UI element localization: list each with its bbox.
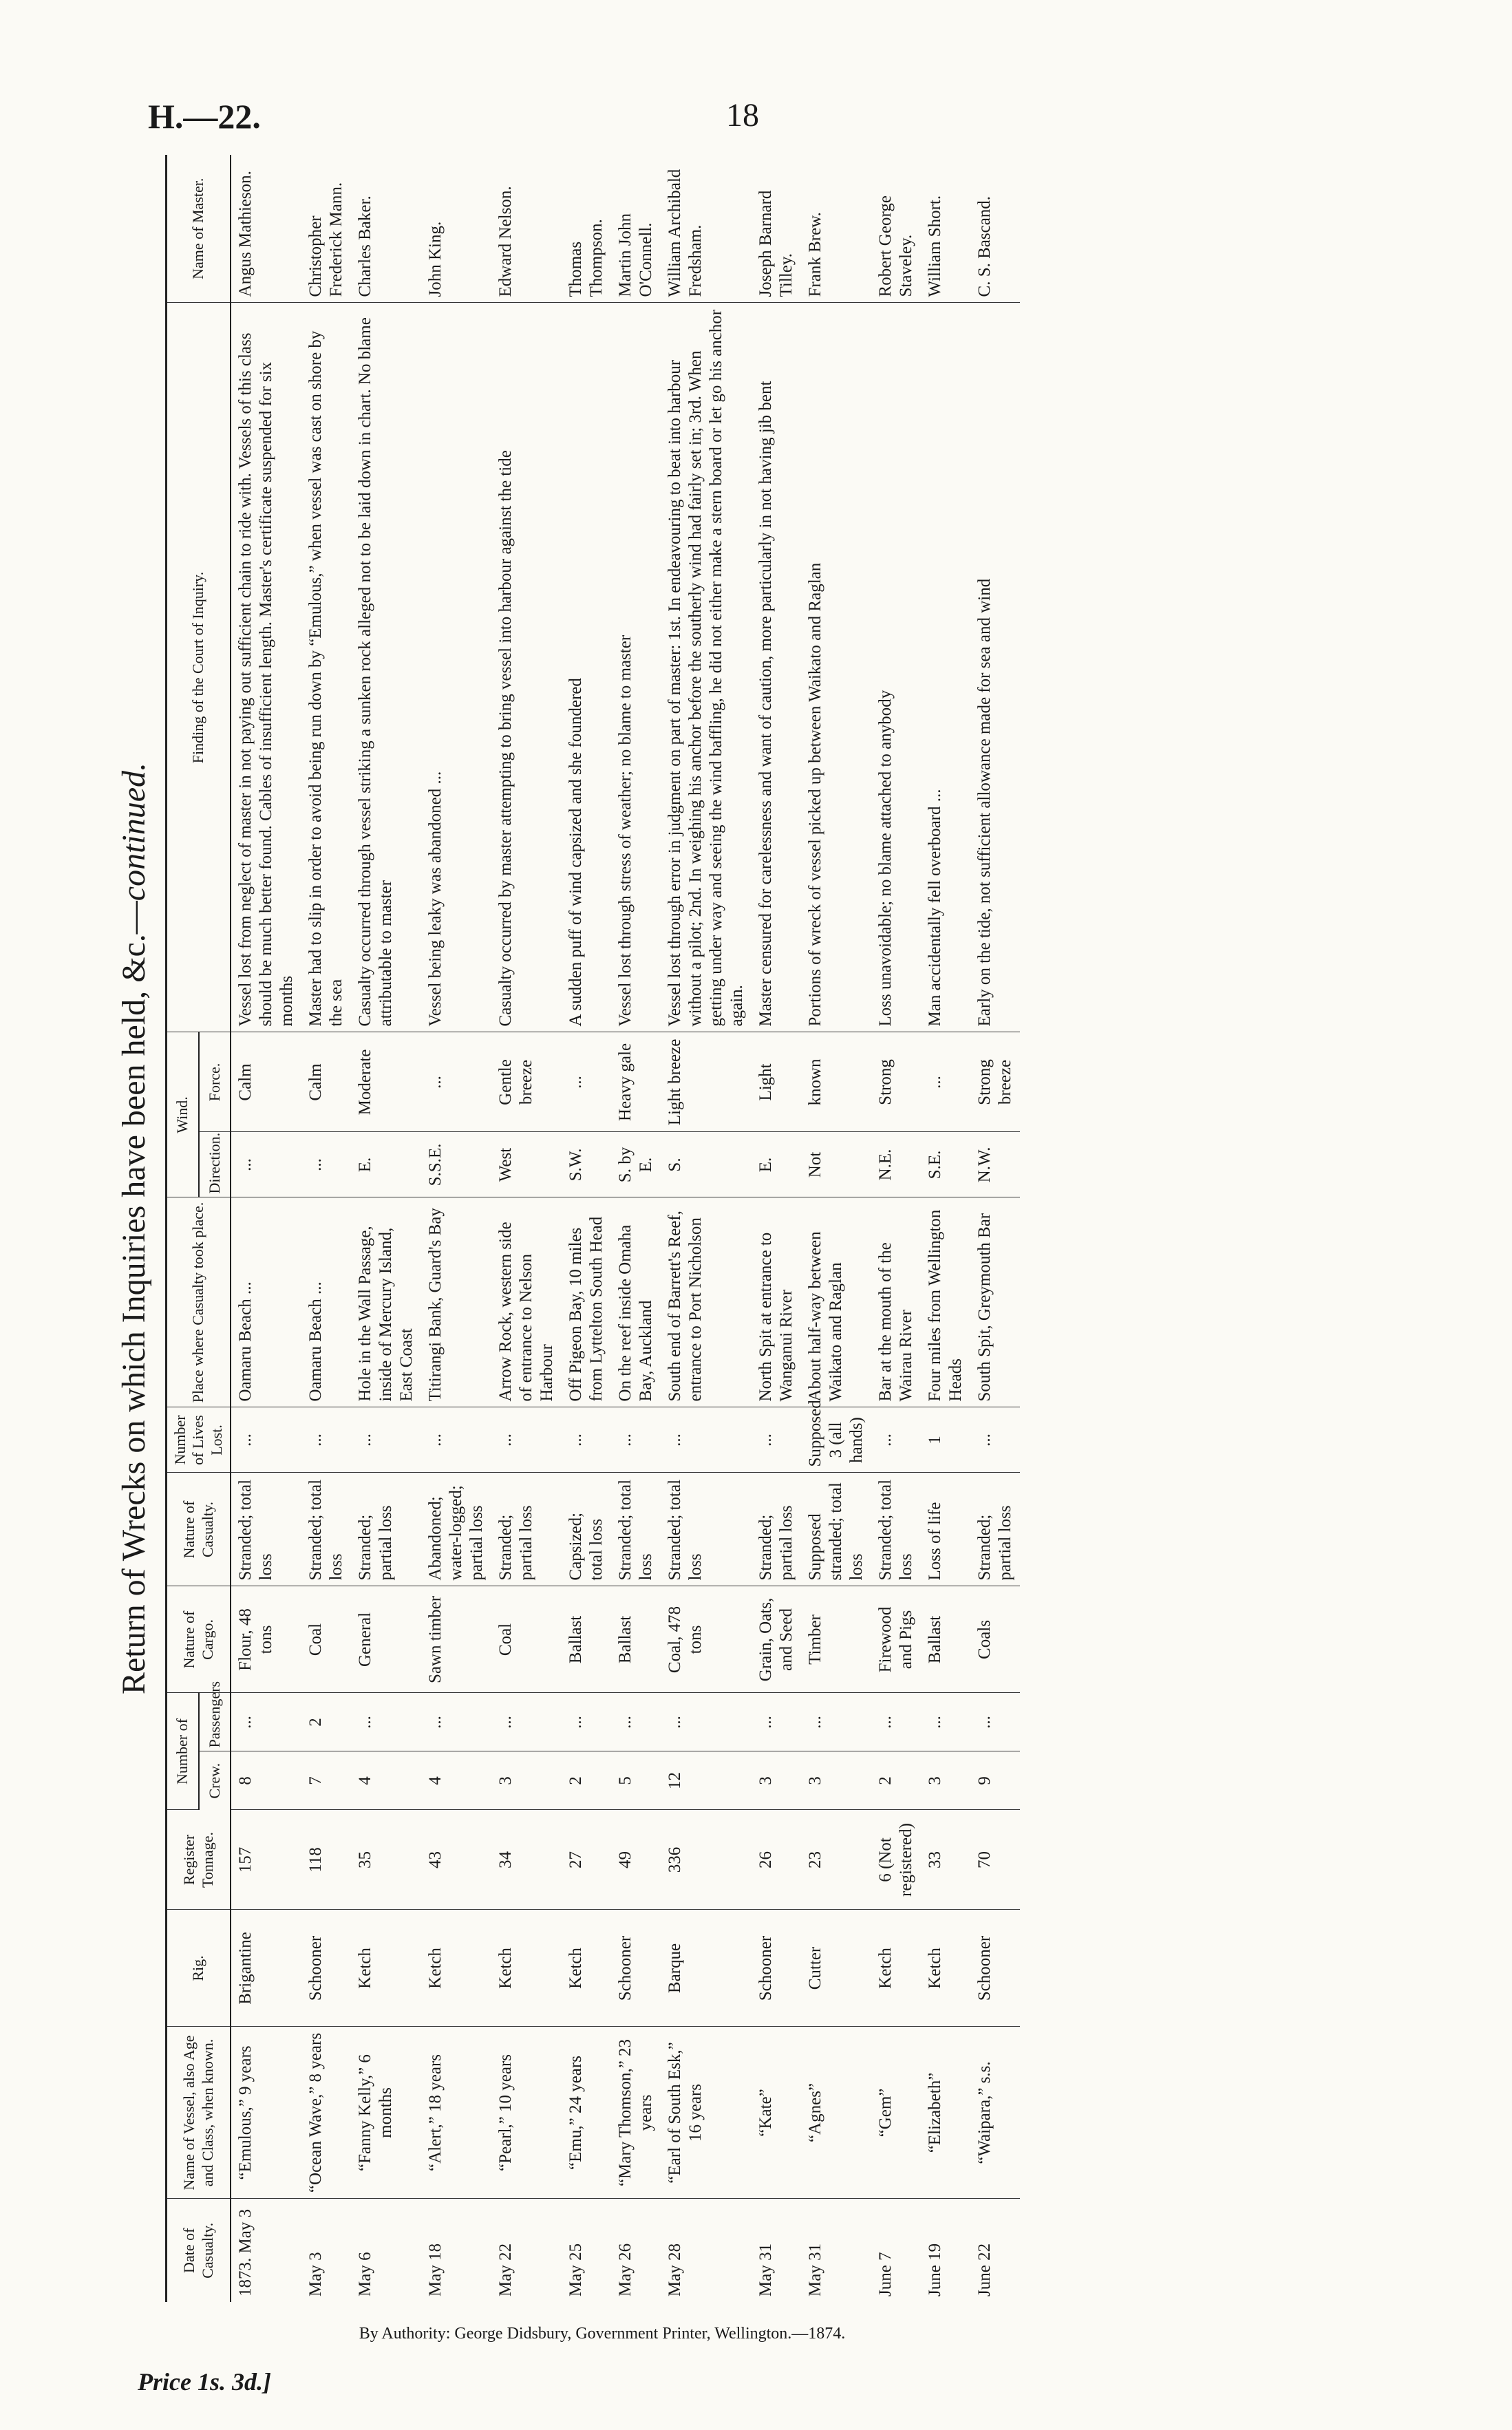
cell-lives: ...: [301, 1407, 351, 1473]
cell-cargo: Sawn timber: [421, 1586, 491, 1693]
cell-crew: 5: [611, 1751, 661, 1810]
cell-tonnage: 35: [351, 1810, 421, 1910]
cell-date: May 18: [426, 2243, 445, 2296]
col-passengers: Passengers: [199, 1693, 231, 1751]
cell-force: Heavy gale: [611, 1032, 661, 1132]
table-row: [871, 155, 921, 2302]
table-row: [970, 155, 1020, 2302]
cell-cargo: Coal: [491, 1586, 562, 1693]
cell-date: May 25: [566, 2243, 586, 2296]
cell-finding: Casualty occurred through vessel striking a sunken rock alleged not to be laid down in chart. No blame attributable to master: [351, 303, 421, 1032]
cell-force: Strong breeze: [970, 1032, 1020, 1132]
cell-date: June 19: [926, 2243, 945, 2296]
cell-cargo: Ballast: [611, 1586, 661, 1693]
cell-place: South Spit, Greymouth Bar: [970, 1197, 1020, 1407]
cell-vessel: “Pearl,” 10 years: [491, 2027, 562, 2199]
col-master: Name of Master.: [167, 155, 231, 303]
cell-lives: ...: [661, 1407, 752, 1473]
col-tonnage: Register Tonnage.: [167, 1810, 231, 1910]
cell-direction: N.E.: [871, 1132, 921, 1197]
cell-finding: Master had to slip in order to avoid being run down by “Emulous,” when vessel was cast on shore by the sea: [301, 303, 351, 1032]
cell-crew: 4: [421, 1751, 491, 1810]
cell-direction: S.S.E.: [421, 1132, 491, 1197]
col-lives: Number of Lives Lost.: [167, 1407, 231, 1473]
col-cargo: Nature of Cargo.: [167, 1586, 231, 1693]
cell-casualty: Stranded; total loss: [301, 1473, 351, 1586]
cell-force: known: [801, 1032, 871, 1132]
cell-place: Oamaru Beach ...: [301, 1197, 351, 1407]
cell-finding: Vessel lost from neglect of master in not paying out sufficient chain to ride with. Vessels of this class should be much better found. Cables of insufficient length. Master's certificate suspended for six months: [231, 303, 301, 1032]
cell-force: Light breeze: [661, 1032, 752, 1132]
cell-direction: West: [491, 1132, 562, 1197]
cell-place: Off Pigeon Bay, 10 miles from Lyttelton South Head: [562, 1197, 611, 1407]
cell-vessel: “Waipara,” s.s.: [970, 2027, 1020, 2199]
cell-passengers: ...: [661, 1693, 752, 1751]
table-row: [301, 155, 351, 2302]
cell-casualty: Stranded; total loss: [871, 1473, 921, 1586]
table-row: [231, 155, 301, 2302]
cell-master: John King.: [421, 155, 491, 303]
cell-date: May 6: [356, 2252, 375, 2296]
cell-passengers: 2: [301, 1693, 351, 1751]
cell-date: May 22: [496, 2243, 515, 2296]
cell-cargo: Coal, 478 tons: [661, 1586, 752, 1693]
cell-finding: Loss unavoidable; no blame attached to anybody: [871, 303, 921, 1032]
cell-tonnage: 6 (Not registered): [871, 1810, 921, 1910]
cell-place: On the reef inside Omaha Bay, Auckland: [611, 1197, 661, 1407]
cell-finding: Man accidentally fell overboard ...: [921, 303, 970, 1032]
cell-date: May 31: [806, 2243, 825, 2296]
cell-rig: Ketch: [351, 1910, 421, 2027]
col-vessel: Name of Vessel, also Age and Class, when known.: [167, 2027, 231, 2199]
cell-place: Titirangi Bank, Guard's Bay: [421, 1197, 491, 1407]
col-crew: Crew.: [199, 1751, 231, 1810]
table-row: [921, 155, 970, 2302]
cell-master: William Short.: [921, 155, 970, 303]
cell-force: Moderate: [351, 1032, 421, 1132]
cell-lives: ...: [491, 1407, 562, 1473]
cell-vessel: “Earl of South Esk,” 16 years: [661, 2027, 752, 2199]
cell-cargo: Coals: [970, 1586, 1020, 1693]
table-title-continued: continued.: [116, 762, 152, 902]
cell-place: South end of Barrett's Reef, entrance to Port Nicholson: [661, 1197, 752, 1407]
cell-lives: 1: [921, 1407, 970, 1473]
table-row: [421, 155, 491, 2302]
cell-cargo: Flour, 48 tons: [231, 1586, 301, 1693]
cell-lives: ...: [351, 1407, 421, 1473]
cell-rig: Cutter: [801, 1910, 871, 2027]
cell-finding: A sudden puff of wind capsized and she foundered: [562, 303, 611, 1032]
cell-master: Christopher Frederick Mann.: [301, 155, 351, 303]
cell-force: ...: [421, 1032, 491, 1132]
table-row: [351, 155, 421, 2302]
cell-vessel: “Alert,” 18 years: [421, 2027, 491, 2199]
cell-force: Gentle breeze: [491, 1032, 562, 1132]
cell-passengers: ...: [921, 1693, 970, 1751]
cell-lives: ...: [231, 1407, 301, 1473]
cell-vessel: “Emulous,” 9 years: [231, 2027, 301, 2199]
page-number: 18: [726, 97, 759, 134]
wreck-returns-table: [165, 155, 1020, 2302]
cell-rig: Schooner: [752, 1910, 801, 2027]
col-date: Date of Casualty.: [167, 2199, 231, 2302]
col-place: Place where Casualty took place.: [167, 1197, 231, 1407]
cell-passengers: ...: [611, 1693, 661, 1751]
cell-vessel: “Fanny Kelly,” 6 months: [351, 2027, 421, 2199]
price-note: Price 1s. 3d.]: [138, 2368, 271, 2396]
cell-place: Oamaru Beach ...: [231, 1197, 301, 1407]
col-direction: Direction.: [199, 1132, 231, 1197]
cell-master: Robert George Staveley.: [871, 155, 921, 303]
cell-vessel: “Emu,” 24 years: [562, 2027, 611, 2199]
table-title: [110, 155, 158, 2302]
cell-vessel: “Mary Thomson,” 23 years: [611, 2027, 661, 2199]
cell-master: Martin John O'Connell.: [611, 155, 661, 303]
cell-rig: Schooner: [970, 1910, 1020, 2027]
cell-crew: 2: [871, 1751, 921, 1810]
table-row: [661, 155, 752, 2302]
cell-master: Thomas Thompson.: [562, 155, 611, 303]
cell-place: Hole in the Wall Passage, inside of Mercury Island, East Coast: [351, 1197, 421, 1407]
cell-date: May 3: [306, 2252, 326, 2296]
cell-master: Angus Mathieson.: [231, 155, 301, 303]
cell-tonnage: 49: [611, 1810, 661, 1910]
cell-master: Charles Baker.: [351, 155, 421, 303]
cell-finding: Master censured for carelessness and want of caution, more particularly in not having jib bent: [752, 303, 801, 1032]
cell-direction: S.: [661, 1132, 752, 1197]
col-casualty: Nature of Casualty.: [167, 1473, 231, 1586]
table-body: [231, 155, 1020, 2302]
cell-direction: S.W.: [562, 1132, 611, 1197]
cell-rig: Barque: [661, 1910, 752, 2027]
cell-direction: N.W.: [970, 1132, 1020, 1197]
cell-lives: ...: [752, 1407, 801, 1473]
cell-lives: ...: [871, 1407, 921, 1473]
col-number-of: Number of: [167, 1693, 199, 1810]
table-row: [611, 155, 661, 2302]
cell-casualty: Supposed stranded; total loss: [801, 1473, 871, 1586]
cell-lives: ...: [611, 1407, 661, 1473]
cell-force: Strong: [871, 1032, 921, 1132]
cell-tonnage: 70: [970, 1810, 1020, 1910]
cell-place: Four miles from Wellington Heads: [921, 1197, 970, 1407]
cell-place: About half-way between Waikato and Raglan: [801, 1197, 871, 1407]
cell-tonnage: 26: [752, 1810, 801, 1910]
cell-force: ...: [921, 1032, 970, 1132]
cell-finding: Vessel lost through stress of weather; no blame to master: [611, 303, 661, 1032]
cell-cargo: Coal: [301, 1586, 351, 1693]
cell-casualty: Stranded; partial loss: [351, 1473, 421, 1586]
cell-casualty: Loss of life: [921, 1473, 970, 1586]
col-force: Force.: [199, 1032, 231, 1132]
cell-direction: Not: [801, 1132, 871, 1197]
cell-place: Bar at the mouth of the Wairau River: [871, 1197, 921, 1407]
cell-crew: 2: [562, 1751, 611, 1810]
cell-rig: Schooner: [301, 1910, 351, 2027]
cell-passengers: ...: [491, 1693, 562, 1751]
cell-passengers: ...: [421, 1693, 491, 1751]
cell-casualty: Abandoned; water-logged; partial loss: [421, 1473, 491, 1586]
cell-lives: ...: [562, 1407, 611, 1473]
cell-direction: ...: [301, 1132, 351, 1197]
cell-cargo: Timber: [801, 1586, 871, 1693]
cell-master: Edward Nelson.: [491, 155, 562, 303]
cell-crew: 4: [351, 1751, 421, 1810]
cell-finding: Portions of wreck of vessel picked up between Waikato and Raglan: [801, 303, 871, 1032]
cell-passengers: ...: [970, 1693, 1020, 1751]
cell-crew: 3: [491, 1751, 562, 1810]
cell-tonnage: 34: [491, 1810, 562, 1910]
cell-tonnage: 336: [661, 1810, 752, 1910]
cell-passengers: ...: [231, 1693, 301, 1751]
cell-passengers: ...: [752, 1693, 801, 1751]
cell-vessel: “Gem”: [871, 2027, 921, 2199]
cell-vessel: “Elizabeth”: [921, 2027, 970, 2199]
cell-casualty: Stranded; total loss: [231, 1473, 301, 1586]
cell-crew: 9: [970, 1751, 1020, 1810]
cell-crew: 3: [801, 1751, 871, 1810]
cell-master: C. S. Bascand.: [970, 155, 1020, 303]
cell-cargo: Ballast: [562, 1586, 611, 1693]
cell-crew: 3: [921, 1751, 970, 1810]
cell-date: 1873. May 3: [236, 2208, 255, 2296]
cell-passengers: ...: [351, 1693, 421, 1751]
cell-crew: 12: [661, 1751, 752, 1810]
cell-crew: 7: [301, 1751, 351, 1810]
cell-master: William Archibald Fredsham.: [661, 155, 752, 303]
table-row: [801, 155, 871, 2302]
cell-tonnage: 118: [301, 1810, 351, 1910]
cell-place: Arrow Rock, western side of entrance to Nelson Harbour: [491, 1197, 562, 1407]
cell-rig: Ketch: [562, 1910, 611, 2027]
cell-casualty: Capsized; total loss: [562, 1473, 611, 1586]
cell-force: Light: [752, 1032, 801, 1132]
cell-vessel: “Kate”: [752, 2027, 801, 2199]
cell-place: North Spit at entrance to Wanganui River: [752, 1197, 801, 1407]
cell-passengers: ...: [562, 1693, 611, 1751]
cell-cargo: General: [351, 1586, 421, 1693]
cell-casualty: Stranded; partial loss: [970, 1473, 1020, 1586]
cell-cargo: Ballast: [921, 1586, 970, 1693]
cell-finding: Casualty occurred by master attempting to bring vessel into harbour against the tide: [491, 303, 562, 1032]
cell-direction: E.: [752, 1132, 801, 1197]
cell-date: May 26: [616, 2243, 635, 2296]
cell-rig: Ketch: [421, 1910, 491, 2027]
cell-direction: S.E.: [921, 1132, 970, 1197]
cell-direction: ...: [231, 1132, 301, 1197]
cell-casualty: Stranded; total loss: [611, 1473, 661, 1586]
cell-cargo: Firewood and Pigs: [871, 1586, 921, 1693]
cell-passengers: ...: [871, 1693, 921, 1751]
cell-passengers: ...: [801, 1693, 871, 1751]
table-title-main: Return of Wrecks on which Inquiries have been held, &c.—: [116, 901, 152, 1695]
printer-authority: By Authority: George Didsbury, Government Printer, Wellington.—1874.: [359, 2325, 846, 2343]
cell-force: ...: [562, 1032, 611, 1132]
cell-finding: Vessel being leaky was abandoned ...: [421, 303, 491, 1032]
cell-casualty: Stranded; partial loss: [752, 1473, 801, 1586]
col-rig: Rig.: [167, 1910, 231, 2027]
cell-rig: Ketch: [921, 1910, 970, 2027]
table-row: [752, 155, 801, 2302]
cell-tonnage: 43: [421, 1810, 491, 1910]
cell-vessel: “Agnes”: [801, 2027, 871, 2199]
cell-force: Calm: [231, 1032, 301, 1132]
cell-direction: E.: [351, 1132, 421, 1197]
cell-date: June 7: [876, 2252, 895, 2296]
document-reference: H.—22.: [148, 97, 261, 136]
col-wind: Wind.: [167, 1032, 199, 1197]
cell-tonnage: 157: [231, 1810, 301, 1910]
cell-master: Joseph Barnard Tilley.: [752, 155, 801, 303]
cell-tonnage: 33: [921, 1810, 970, 1910]
wreck-returns-table-rotated: [110, 155, 1431, 2302]
cell-lives: Supposed 3 (all hands): [801, 1407, 871, 1473]
cell-force: Calm: [301, 1032, 351, 1132]
cell-vessel: “Ocean Wave,” 8 years: [301, 2027, 351, 2199]
cell-cargo: Grain, Oats, and Seed: [752, 1586, 801, 1693]
table-row: [491, 155, 562, 2302]
cell-date: May 28: [666, 2243, 685, 2296]
cell-rig: Ketch: [871, 1910, 921, 2027]
cell-finding: Early on the tide, not sufficient allowance made for sea and wind: [970, 303, 1020, 1032]
header-row: [167, 155, 199, 2302]
table-row: [562, 155, 611, 2302]
col-finding: Finding of the Court of Inquiry.: [167, 303, 231, 1032]
cell-date: May 31: [756, 2243, 776, 2296]
cell-crew: 3: [752, 1751, 801, 1810]
cell-crew: 8: [231, 1751, 301, 1810]
cell-rig: Schooner: [611, 1910, 661, 2027]
cell-lives: ...: [970, 1407, 1020, 1473]
cell-tonnage: 27: [562, 1810, 611, 1910]
cell-lives: ...: [421, 1407, 491, 1473]
cell-casualty: Stranded; total loss: [661, 1473, 752, 1586]
cell-finding: Vessel lost through error in judgment on part of master: 1st. In endeavouring to beat into harbour without a pilot; 2nd. In weighing his anchor before the southerly wind had fairly set in; 3rd. When getting under way and seeing the wind baffling, he did not either make a stern board or let go his anchor again.: [661, 303, 752, 1032]
cell-rig: Brigantine: [231, 1910, 301, 2027]
cell-master: Frank Brew.: [801, 155, 871, 303]
cell-casualty: Stranded; partial loss: [491, 1473, 562, 1586]
cell-date: June 22: [975, 2243, 994, 2296]
cell-rig: Ketch: [491, 1910, 562, 2027]
cell-direction: S. by E.: [611, 1132, 661, 1197]
cell-tonnage: 23: [801, 1810, 871, 1910]
